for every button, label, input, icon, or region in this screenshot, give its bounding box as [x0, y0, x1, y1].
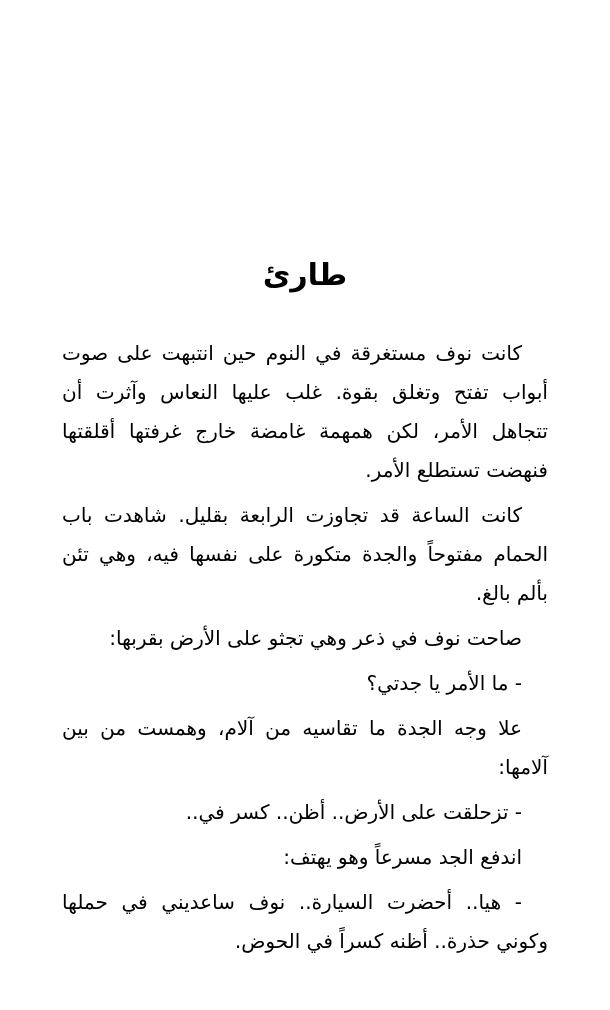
chapter-title: طارئ: [262, 258, 348, 293]
paragraph: صاحت نوف في ذعر وهي تجثو على الأرض بقربها:: [109, 626, 522, 650]
dialogue-line: - تزحلقت على الأرض.. أظن.. كسر في..: [185, 800, 522, 824]
story-text: [62, 334, 548, 967]
dialogue-line: - هيا.. أحضرت السيارة.. نوف ساعديني في حملها وكوني حذرة.. أظنه كسراً في الحوض.: [62, 890, 548, 953]
dialogue-line: - ما الأمر يا جدتي؟: [366, 671, 522, 695]
paragraph: كانت نوف مستغرقة في النوم حين انتبهت على صوت أبواب تفتح وتغلق بقوة. غلب عليها النعاس وآثرت أن تتجاهل الأمر، لكن همهمة غامضة خارج غرفتها أقلقتها فنهضت تستطلع الأمر.: [62, 341, 548, 482]
paragraph: كانت الساعة قد تجاوزت الرابعة بقليل. شاهدت باب الحمام مفتوحاً والجدة متكورة على نفسها فيه، وهي تئن بألم بالغ.: [62, 503, 548, 605]
paragraph: علا وجه الجدة ما تقاسيه من آلام، وهمست من بين آلامها:: [62, 716, 548, 779]
paragraph: اندفع الجد مسرعاً وهو يهتف:: [283, 845, 522, 869]
